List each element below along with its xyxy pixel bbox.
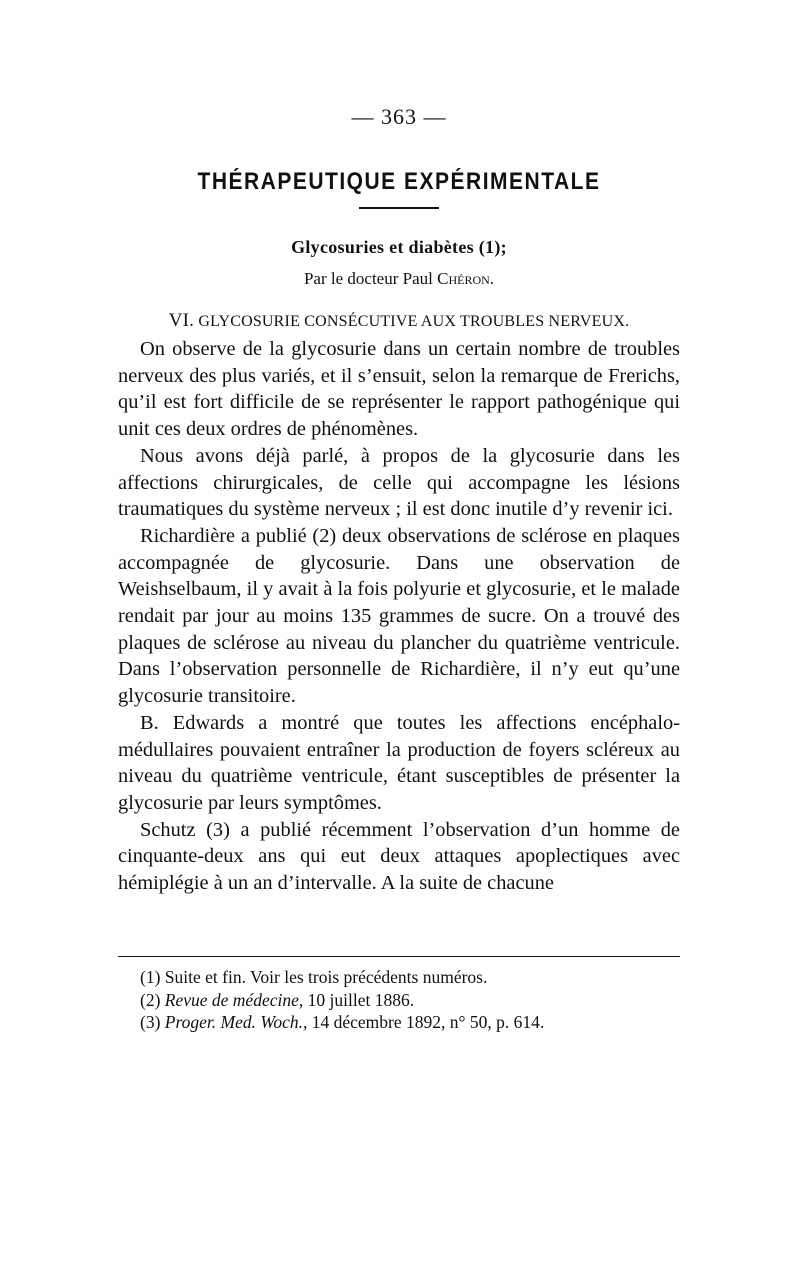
footnote-marker: (2) xyxy=(140,989,161,1010)
paragraph: On observe de la glycosurie dans un certain nombre de troubles nerveux des plus variés, et il s’ensuit, selon la remarque de Frerichs, qu’il est fort difficile de se représenter le rapport pathogénique qui unit ces deux ordres de phénomènes. xyxy=(118,338,680,441)
author-line xyxy=(118,269,680,289)
title-rule xyxy=(359,207,439,209)
chapter-title: GLYCOSURIE CONSÉCUTIVE AUX TROUBLES NERVEUX. xyxy=(198,313,630,330)
section-title: THÉRAPEUTIQUE EXPÉRIMENTALE xyxy=(197,168,601,195)
chapter-number: VI. xyxy=(168,310,195,331)
article-title: Glycosuries et diabètes (1); xyxy=(291,237,507,257)
footnote-text: 10 juillet 1886. xyxy=(307,989,415,1010)
footnote xyxy=(140,989,680,1012)
footnote-source: Revue de médecine, xyxy=(164,989,304,1010)
paragraph: Richardière a publié (2) deux observations de sclérose en plaques accompagnée de glycosurie. Dans une observation de Weishselbaum, il y avait à la fois polyurie et glycosurie, et le malade rendait par jour au moins 135 grammes de sucre. On a trouvé des plaques de sclérose au niveau du plancher du quatrième ventricule. Dans l’observation personnelle de Richardière, il n’y eut qu’une glycosurie transitoire. xyxy=(118,524,680,708)
paragraph: Schutz (3) a publié récemment l’observation d’un homme de cinquante-deux ans qui eut deux attaques apoplectiques avec hémiplégie à un an d’intervalle. A la suite de chacune xyxy=(118,818,680,895)
footnote-marker: (1) xyxy=(140,967,161,987)
chapter-heading xyxy=(118,310,680,332)
author-name: Chéron. xyxy=(437,269,495,288)
footnotes xyxy=(140,966,680,1034)
author-prefix: Par le docteur Paul xyxy=(303,269,433,288)
footnote-text: Suite et fin. Voir les trois précédents numéros. xyxy=(164,967,488,987)
paragraph: B. Edwards a montré que toutes les affections encéphalo-médullaires pouvaient entraîner la production de foyers scléreux au niveau du quatrième ventricule, étant susceptibles de présenter la glycosurie par leurs symptômes. xyxy=(118,711,680,814)
footnote xyxy=(140,966,680,989)
footnote xyxy=(140,1011,680,1034)
footnote-rule xyxy=(118,956,680,957)
page-number: — 363 — xyxy=(351,104,447,129)
footnote-text: 14 décembre 1892, n° 50, p. 614. xyxy=(311,1012,545,1032)
paragraph: Nous avons déjà parlé, à propos de la glycosurie dans les affections chirurgicales, de celle qui accompagne les lésions traumatiques du système nerveux ; il est donc inutile d’y revenir ici. xyxy=(118,444,680,521)
body-text xyxy=(118,336,680,897)
footnote-marker: (3) xyxy=(140,1012,161,1032)
footnote-source: Proger. Med. Woch., xyxy=(164,1012,308,1032)
